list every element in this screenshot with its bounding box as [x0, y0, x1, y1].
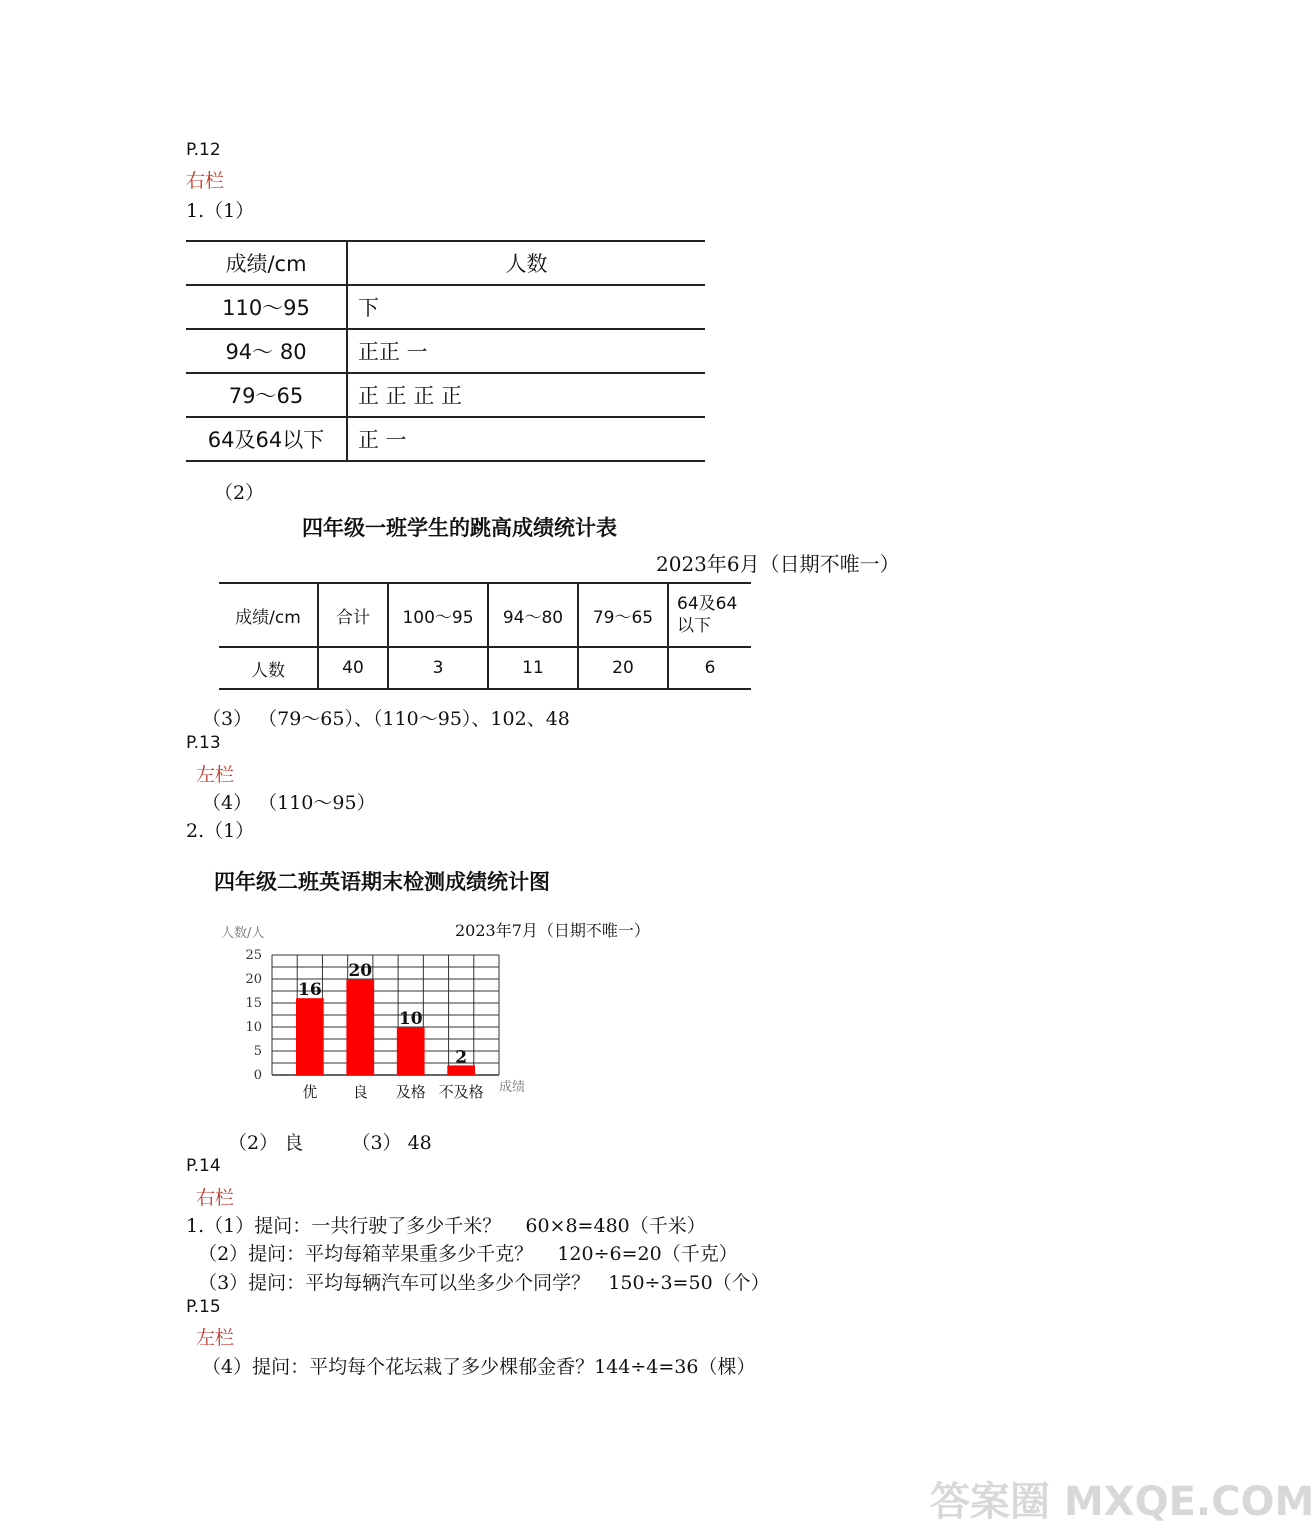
stats-table [219, 582, 751, 690]
y-tick-label: 0 [253, 1068, 262, 1083]
page-number-13: P.13 [186, 733, 221, 753]
answer-line: （4）提问：平均每个花坛栽了多少棵郁金香？144÷4=36（棵） [202, 1356, 756, 1378]
table-cell: 下 [347, 285, 705, 329]
question-2-1: 2.（1） [186, 820, 255, 842]
page-number-14: P.14 [186, 1156, 221, 1176]
bar-value-label: 2 [455, 1047, 468, 1068]
y-tick-label: 5 [253, 1044, 262, 1059]
table-cell: 正 一 [347, 417, 705, 461]
answer-line: （2）提问：平均每箱苹果重多少千克？ 120÷6=20（千克） [186, 1243, 738, 1265]
question-1-2: （2） [214, 482, 265, 504]
table-cell: 94～ 80 [186, 329, 347, 373]
x-tick-label: 良 [352, 1083, 368, 1101]
table-header: 64及64以下 [668, 583, 751, 647]
column-label-left: 左栏 [196, 764, 235, 786]
table-header: 79～65 [578, 583, 668, 647]
table-title: 四年级一班学生的跳高成绩统计表 [302, 516, 617, 540]
table-row [186, 329, 705, 373]
question-1-1: 1.（1） [186, 200, 255, 222]
x-tick-label: 不及格 [438, 1083, 484, 1101]
table-header: 成绩/cm [186, 241, 347, 285]
table-cell: 11 [488, 647, 578, 689]
table-date: 2023年6月（日期不唯一） [656, 552, 900, 576]
table-cell: 79～65 [186, 373, 347, 417]
column-label-left: 左栏 [196, 1327, 235, 1349]
y-tick-label: 25 [245, 948, 262, 963]
table-cell: 正 正 正 正 [347, 373, 705, 417]
chart-date: 2023年7月（日期不唯一） [455, 921, 650, 940]
y-tick-label: 10 [245, 1020, 262, 1035]
bar-value-label: 16 [297, 980, 322, 1001]
chart-title: 四年级二班英语期末检测成绩统计图 [214, 870, 550, 894]
table-cell: 人数 [219, 647, 318, 689]
table-cell: 20 [578, 647, 668, 689]
table-cell: 40 [318, 647, 388, 689]
y-tick-label: 15 [245, 996, 262, 1011]
table-cell: 正正 一 [347, 329, 705, 373]
table-header: 成绩/cm [219, 583, 318, 647]
page-number-12: P.12 [186, 140, 221, 160]
table-cell: 6 [668, 647, 751, 689]
bar-value-label: 10 [398, 1009, 423, 1029]
table-row [186, 417, 705, 461]
table-cell: 64及64以下 [186, 417, 347, 461]
column-label-right: 右栏 [196, 1187, 235, 1209]
table-header: 94～80 [488, 583, 578, 647]
column-label-right: 右栏 [186, 170, 225, 192]
answer-line: 1.（1）提问：一共行驶了多少千米？ 60×8=480（千米） [186, 1215, 706, 1237]
table-cell: 3 [388, 647, 488, 689]
bar [397, 1027, 425, 1075]
tally-table [186, 240, 705, 462]
table-header: 100～95 [388, 583, 488, 647]
bar [346, 979, 374, 1075]
bar [296, 998, 324, 1075]
question-1-3: （3） （79～65）、（110～95）、102、48 [202, 708, 570, 730]
table-header: 人数 [347, 241, 705, 285]
x-tick-label: 优 [302, 1083, 318, 1101]
table-row [186, 373, 705, 417]
y-tick-label: 20 [245, 972, 262, 987]
bar-chart [215, 915, 535, 1105]
y-axis-label: 人数/人 [221, 926, 265, 941]
page-number-15: P.15 [186, 1297, 221, 1317]
bar-value-label: 20 [348, 961, 373, 981]
questions-2-2-and-2-3: （2） 良 （3） 48 [228, 1132, 432, 1154]
x-axis-label: 成绩 [499, 1080, 526, 1095]
question-1-4: （4） （110～95） [202, 792, 376, 814]
watermark: 答案圈 MXQE.COM [930, 1479, 1314, 1525]
table-header: 合计 [318, 583, 388, 647]
table-row [219, 647, 751, 689]
table-row [186, 285, 705, 329]
table-cell: 110～95 [186, 285, 347, 329]
answer-line: （3）提问：平均每辆汽车可以坐多少个同学？ 150÷3=50（个） [186, 1272, 770, 1294]
x-tick-label: 及格 [395, 1083, 426, 1101]
